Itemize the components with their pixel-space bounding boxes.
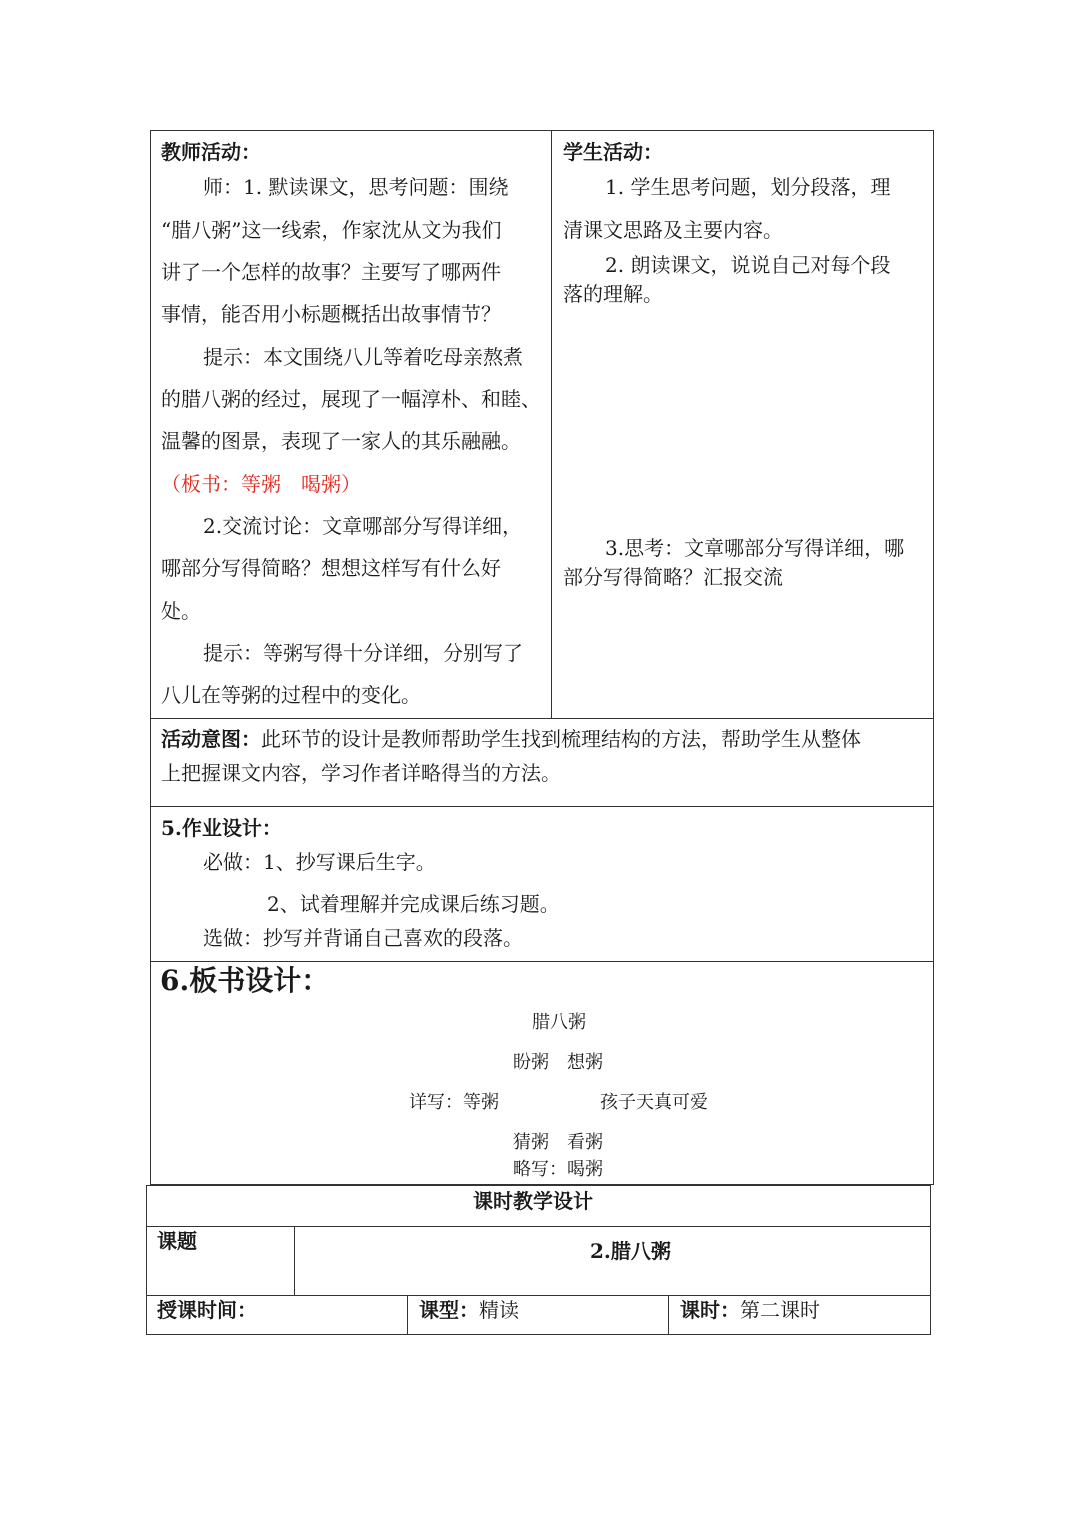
- lesson-type: [419, 1289, 519, 1331]
- teacher-line: 师：1. 默读课文，思考问题：围绕: [203, 175, 509, 199]
- homework-heading: 5.作业设计：: [161, 816, 282, 840]
- teacher-line: 八儿在等粥的过程中的变化。: [161, 683, 421, 707]
- board-detail-right: 孩子天真可爱: [600, 1092, 708, 1113]
- teacher-line: 提示：本文围绕八儿等着吃母亲熬煮: [203, 345, 523, 369]
- board-note: （板书：等粥 喝粥）: [161, 472, 361, 496]
- teacher-line: “腊八粥”这一线索，作家沈从文为我们: [161, 218, 502, 242]
- topic-value: 2.腊八粥: [590, 1239, 671, 1263]
- lesson-type-value: 精读: [479, 1298, 519, 1322]
- student-line: 部分写得简略？汇报交流: [563, 565, 783, 589]
- student-activity-heading: 学生活动：: [563, 140, 663, 164]
- board-title: 腊八粥: [532, 1012, 586, 1033]
- homework-required-item-2: 2、试着理解并完成课后练习题。: [267, 892, 560, 916]
- board-row-3: 猜粥 看粥: [513, 1132, 603, 1153]
- board-detail-label: 详写：等粥: [409, 1092, 499, 1113]
- student-line: 清课文思路及主要内容。: [563, 218, 783, 242]
- board-row-1: 盼粥 想粥: [513, 1052, 603, 1073]
- lesson-period-value: 第二课时: [740, 1298, 820, 1322]
- lesson-col-divider-topic: [294, 1226, 295, 1296]
- teacher-line: 讲了一个怎样的故事？主要写了哪两件: [161, 260, 501, 284]
- student-line: 2. 朗读课文，说说自己对每个段: [605, 253, 891, 277]
- teacher-activity-heading: 教师活动：: [161, 140, 261, 164]
- homework-optional: [203, 917, 523, 959]
- lesson-period: [680, 1289, 820, 1331]
- activity-intent-text: 此环节的设计是教师帮助学生找到梳理结构的方法，帮助学生从整体: [261, 727, 861, 751]
- student-line: 落的理解。: [563, 282, 663, 306]
- student-line: 3.思考：文章哪部分写得详细，哪: [605, 536, 905, 560]
- teacher-line: 哪部分写得简略？想想这样写有什么好: [161, 556, 501, 580]
- student-line: 1. 学生思考问题，划分段落，理: [605, 175, 891, 199]
- teacher-line: 处。: [161, 599, 201, 623]
- teacher-line: 提示：等粥写得十分详细，分别写了: [203, 641, 523, 665]
- activity-intent-label: 活动意图：: [161, 727, 261, 751]
- teacher-line: 事情，能否用小标题概括出故事情节？: [161, 302, 501, 326]
- teacher-line: 的腊八粥的经过，展现了一幅淳朴、和睦、: [161, 387, 541, 411]
- lesson-table-title: 课时教学设计: [473, 1189, 593, 1213]
- homework-required-label: 必做：: [203, 850, 263, 874]
- board-design-heading: 6.板书设计：: [160, 964, 330, 997]
- lesson-row-divider-1: [146, 1226, 931, 1227]
- topic-label: 课题: [157, 1229, 197, 1253]
- homework-optional-item: 抄写并背诵自己喜欢的段落。: [263, 926, 523, 950]
- board-brief-label: 略写：喝粥: [513, 1159, 603, 1180]
- activity-intent-text-2: 上把握课文内容，学习作者详略得当的方法。: [161, 761, 561, 785]
- teacher-line: 2.交流讨论：文章哪部分写得详细，: [203, 514, 523, 538]
- lesson-type-label: 课型：: [419, 1298, 479, 1322]
- homework-required-1: [203, 841, 436, 883]
- class-time-label: 授课时间：: [157, 1298, 257, 1322]
- homework-optional-label: 选做：: [203, 926, 263, 950]
- activity-column-divider: [551, 130, 552, 719]
- lesson-col-divider-period: [668, 1295, 669, 1335]
- teacher-line: 温馨的图景，表现了一家人的其乐融融。: [161, 429, 521, 453]
- homework-required-item-1: 1、抄写课后生字。: [263, 850, 436, 874]
- lesson-period-label: 课时：: [680, 1298, 740, 1322]
- lesson-col-divider-type: [407, 1295, 408, 1335]
